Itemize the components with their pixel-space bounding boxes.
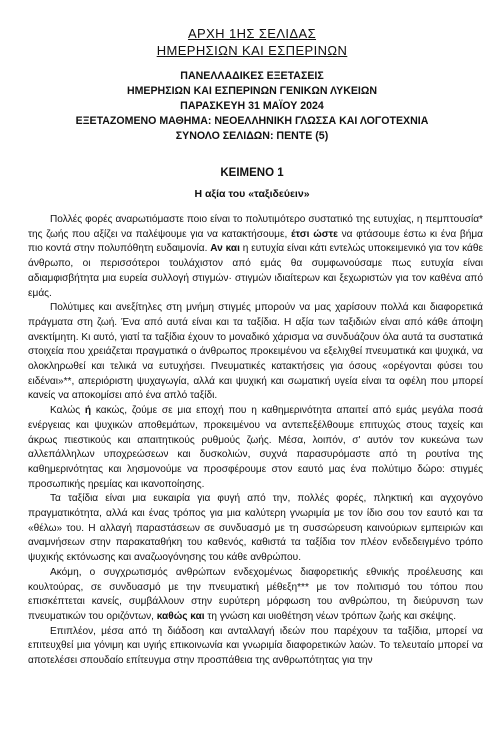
paragraph-text: κακώς, ζούμε σε μια εποχή που η καθημερινότητα απαιτεί από εμάς μεγάλα ποσά ενέργειας και ψυχικών αποθεμάτων, προκειμένου να αντεπεξέλθουμε επιτυχώς στους ταχείς και άκρως πιεστικούς και απαιτητικούς ρυθμούς ζωής. Μέσα, λοιπόν, σ' αυτόν τον κυκεώνα των αλλεπάλληλων υποχρεώσεων και δυσκολιών, συχνά παρασυρόμαστε από τη ρουτίνα της καθημερινότητας και λησμονούμε να προσφέρουμε στον εαυτό μας ένα πολύτιμο δώρο: στιγμές προσωπικής ηρεμίας και ικανοποίησης.	[28, 405, 484, 490]
paragraph	[28, 492, 483, 566]
paragraph-text: Ακόμη, ο συγχρωτισμός ανθρώπων ενδεχομένως διαφορετικής εθνικής προέλευσης και κουλτούρας, σε συνδυασμό με την πνευματική μέθεξη*** με τον πολιτισμό του τόπου που επισκέπτεται κανείς, συμβάλλουν στην ευρύτερη μόρφωση του ανθρώπου, τη διεύρυνση των πνευματικών του οριζόντων,	[28, 566, 483, 622]
text-title: ΚΕΙΜΕΝΟ 1	[220, 167, 284, 179]
paragraph-text: η ευτυχία είναι κάτι εντελώς υποκειμενικό για τον κάθε άνθρωπο, οι περισσότεροι τουλάχιστον από εμάς θα συμφωνούσαμε πως ευτυχία είναι αδιαμφισβήτητα μια ευρεία συλλογή στιγμών· στιγμών ιδιαίτερων και ξεχωριστών για τον καθένα από εμάς.	[28, 243, 483, 299]
page-start-header: ΑΡΧΗ 1ΗΣ ΣΕΛΙΔΑΣ	[187, 26, 317, 41]
paragraph-text: Πολύτιμες και ανεξίτηλες στη μνήμη στιγμές μπορούν να μας χαρίσουν πολλά και διαφορετικά πράγματα στη ζωή. Ένα από αυτά είναι και τα ταξίδια. Η αξία των ταξιδιών είναι από κάθε άποψη ανεκτίμητη. Κι αυτό, γιατί τα ταξίδια έχουν το μοναδικό χάρισμα να συνδυάζουν όλα αυτά τα συστατικά στοιχεία που χρειάζεται πραγματικά ο άνθρωπος προκειμένου να εξελιχθεί πνευματικά και ψυχικά, να ολοκληρωθεί και τελικά να ευτυχήσει. Πνευματικές κατακτήσεις για όσους «ορέγονται φύσει του ειδέναι»**, απεριόριστη ψυχαγωγία, αλλά και ψυχική και σωματική υγεία είναι τα οφέλη που μπορεί κανείς να αποκομίσει από ένα απλό ταξίδι.	[28, 302, 483, 402]
paragraph-text: Τα ταξίδια είναι μια ευκαιρία για φυγή από την, πολλές φορές, πληκτική και αγχογόνο πραγματικότητα, αλλά και ένας τρόπος για μια καλύτερη γνωριμία με τον ίδιο σου τον εαυτό και τα «θέλω» του. Η αλλαγή παραστάσεων σε συνδυασμό με τη συσσώρευση καινούριων εμπειριών και αναμνήσεων στην παρακαταθήκη του καθενός, καθιστά τα ταξίδια τον πλέον ενδεδειγμένο τρόπο ψυχικής εκτόνωσης και αναζωογόνησης του κάθε ανθρώπου.	[28, 493, 483, 564]
day-evening-header: ΗΜΕΡΗΣΙΩΝ ΚΑΙ ΕΣΠΕΡΙΝΩΝ	[156, 43, 348, 58]
paragraph-text: τη γνώση και υιοθέτηση νέων τρόπων ζωής και σκέψης.	[204, 610, 457, 622]
paragraph	[28, 213, 483, 301]
text-subtitle: Η αξία του «ταξιδεύειν»	[194, 188, 310, 200]
exam-date: ΠΑΡΑΣΚΕΥΗ 31 ΜΑΪΟΥ 2024	[180, 100, 324, 112]
paragraph-text: Καλώς	[50, 405, 85, 417]
bold-connector: έτσι ώστε	[291, 228, 338, 240]
exam-schools: ΗΜΕΡΗΣΙΩΝ ΚΑΙ ΕΣΠΕΡΙΝΩΝ ΓΕΝΙΚΩΝ ΛΥΚΕΙΩΝ	[126, 85, 378, 97]
paragraph	[28, 625, 483, 669]
bold-connector: Αν και	[210, 243, 240, 255]
exam-subject: ΕΞΕΤΑΖΟΜΕΝΟ ΜΑΘΗΜΑ: ΝΕΟΕΛΛΗΝΙΚΗ ΓΛΩΣΣΑ ΚΑΙ ΛΟΓΟΤΕΧΝΙΑ	[75, 115, 429, 127]
text-body	[28, 213, 483, 669]
bold-connector: καθώς και	[156, 610, 205, 622]
paragraph-text: Επιπλέον, μέσα από τη διάδοση και ανταλλαγή ιδεών που παρέχουν τα ταξίδια, μπορεί να επιτευχθεί μια γόνιμη και υγιής επικοινωνία και γνωριμία διαφορετικών λαών. Το τελευταίο μπορεί να αποτελέσει σπουδαίο επίτευγμα στην προσπάθεια της ανθρωπότητας για την	[28, 625, 483, 667]
paragraph	[28, 301, 483, 404]
paragraph	[28, 566, 483, 625]
exam-title: ΠΑΝΕΛΛΑΔΙΚΕΣ ΕΞΕΤΑΣΕΙΣ	[180, 70, 324, 82]
exam-page-count: ΣΥΝΟΛΟ ΣΕΛΙΔΩΝ: ΠΕΝΤΕ (5)	[175, 130, 329, 142]
paragraph-text: να φτάσουμε έστω κι ένα βήμα πιο κοντά στην πολυπόθητη ευδαιμονία.	[28, 228, 483, 255]
paragraph	[28, 404, 483, 492]
paragraph-text: Πολλές φορές αναρωτιόμαστε ποιο είναι το πολυτιμότερο συστατικό της ευτυχίας, η πεμπτουσία* της ζωής που αξίζει να παλέψουμε για να κατακτήσουμε,	[28, 214, 483, 240]
bold-connector: ή	[84, 405, 92, 417]
